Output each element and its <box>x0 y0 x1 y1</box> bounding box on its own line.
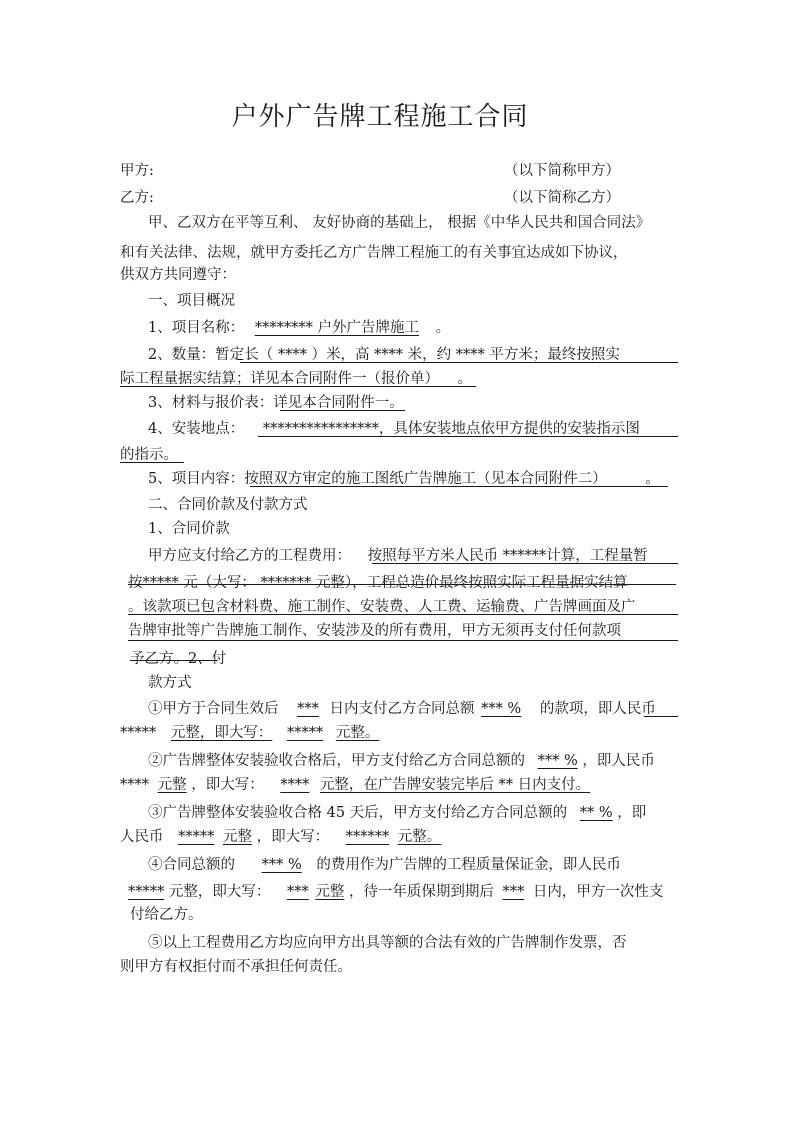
price-line-2: 按***** 元（大写： ******* 元整），工程总造价最终按照实际工程量据实结算 <box>128 575 628 591</box>
party-a-label: 甲方: <box>120 163 154 179</box>
payment-4-text-g: 日内，甲方一次性支 <box>532 884 664 900</box>
item-1-value: ******** 户外广告牌施工 <box>254 320 419 336</box>
payment-3-text-c: ，即 <box>617 805 647 821</box>
document-title: 户外广告牌工程施工合同 <box>231 102 529 132</box>
payment-2-line-1 <box>148 752 655 770</box>
price-line-3: 。该款项已包含材料费、施工制作、安装费、人工费、运输费、广告牌画面及广 <box>128 599 636 615</box>
item-5-text: 5、项目内容：按照双方审定的施工图纸广告牌施工（见本合同附件二） <box>148 471 607 487</box>
price-line-1b: 按照每平方米人民币 ******计算，工程量暂 <box>367 548 648 564</box>
payment-1-text-b: 元整，即大写： <box>170 725 273 741</box>
payment-3-text-a: ③广告牌整体安装验收合格 45 天后，甲方支付给乙方合同总额的 <box>148 805 568 821</box>
payment-5-line-2: 则甲方有权拒付而不承担任何责任。 <box>120 959 352 975</box>
party-a-note: （以下简称甲方） <box>504 163 620 179</box>
item-4-underline-1 <box>258 436 678 437</box>
payment-4-text-b: 元整，即大写： <box>168 884 271 900</box>
item-3: 3、材料与报价表：详见本合同附件一。 <box>148 395 404 411</box>
payment-2-percent: *** % <box>537 753 578 769</box>
payment-3-percent: ** % <box>579 805 613 821</box>
price-strike-5 <box>130 660 218 661</box>
payment-1-line-1 <box>148 700 656 718</box>
item-4-label: 4、安装地点： <box>148 421 245 437</box>
payment-4-amount: ***** <box>128 884 165 900</box>
price-line-4: 告牌审批等广告牌施工制作、安装涉及的所有费用，甲方无须再支付任何款项 <box>128 623 621 639</box>
payment-2-text-c: ，即人民币 <box>582 753 655 769</box>
intro-line-3: 供双方共同遵守： <box>120 267 236 283</box>
payment-2-text-e: 元整，在广告牌安装完毕后 ** 日内支付。 <box>319 777 591 793</box>
payment-3-capital: ****** <box>345 829 390 845</box>
payment-4-capital: *** <box>286 884 309 900</box>
payment-2-line-2 <box>120 776 590 794</box>
payment-4-text-d: 元整 <box>315 884 345 900</box>
payment-3-text-c2: 元整 <box>222 829 252 845</box>
payment-4-line-3: 付给乙方。 <box>130 907 203 923</box>
price-line-1a: 甲方应支付给乙方的工程费用： <box>148 548 351 564</box>
payment-3-line-2 <box>120 828 441 846</box>
payment-3-line-1 <box>148 804 646 822</box>
payment-4-text-e: ，待一年质保期到期后 <box>348 884 494 900</box>
payment-1-underline-end <box>644 716 678 717</box>
payment-3-text-d: ，即大写： <box>256 829 330 845</box>
item-4-line-2: 的指示。 <box>120 447 178 463</box>
payment-1-text-c: 日内支付乙方合同总额 <box>329 701 475 717</box>
payment-1-text-e: 的款项，即人民币 <box>539 701 656 717</box>
price-underline-4 <box>128 640 678 641</box>
payment-1-amount: ***** <box>120 725 157 741</box>
payment-2-text-a: ②广告牌整体安装验收合格后，甲方支付给乙方合同总额的 <box>148 753 525 769</box>
section-1-heading: 一、项目概况 <box>148 293 235 309</box>
item-2-line-2: 际工程量据实结算；详见本合同附件一（报价单） <box>120 371 439 387</box>
item-1 <box>148 319 450 337</box>
payment-3-text-f: 元整。 <box>397 829 442 845</box>
price-strike-2 <box>128 584 676 585</box>
item-2-underline-1 <box>240 362 678 363</box>
price-underline-1 <box>372 563 678 564</box>
item-2-underline-2 <box>120 386 476 387</box>
payment-1-line-2 <box>120 724 379 742</box>
item-1-end: 。 <box>435 320 451 336</box>
payment-1-text-d: 元整。 <box>335 725 380 741</box>
payment-5-line-1: ⑤以上工程费用乙方均应向甲方出具等额的合法有效的广告牌制作发票，否 <box>148 935 627 951</box>
payment-4-line-2 <box>128 883 663 901</box>
price-line-5: 予乙方。2、付 <box>130 651 227 667</box>
party-b-note: （以下简称乙方） <box>504 190 620 206</box>
payment-4-line-1 <box>148 856 621 874</box>
intro-line-1: 甲、乙双方在平等互利、 友好协商的基础上， 根据《中华人民共和国合同法》 <box>148 215 651 231</box>
payment-1-text-a: ①甲方于合同生效后 <box>148 701 279 717</box>
item-3-underline <box>280 410 405 411</box>
party-b-label: 乙方: <box>120 190 154 206</box>
item-4-underline-2 <box>120 462 184 463</box>
payment-4-text-a: ④合同总额的 <box>148 857 235 873</box>
item-2-end: 。 <box>457 371 473 387</box>
item-1-label: 1、项目名称： <box>148 320 245 336</box>
price-underline-3 <box>128 614 678 615</box>
payment-4-percent: *** % <box>261 857 302 873</box>
price-line-6: 款方式 <box>148 675 192 691</box>
payment-2-amount: **** <box>120 777 149 793</box>
item-5-underline <box>250 486 668 487</box>
payment-2-text-c2: ，即大写： <box>191 777 264 793</box>
payment-2-text-b: 元整 <box>157 777 187 793</box>
item-2-line-1: 2、数量：暂定长（ **** ）米，高 **** 米，约 **** 平方米；最终按照实 <box>148 347 620 363</box>
payment-3-text-a2: 人民币 <box>120 829 164 845</box>
item-4-value: ****************，具体安装地点依甲方提供的安装指示图 <box>262 421 640 437</box>
payment-1-percent: *** % <box>481 701 522 717</box>
payment-2-capital: **** <box>280 777 310 793</box>
subsection-1-heading: 1、合同价款 <box>148 521 230 537</box>
section-2-heading: 二、合同价款及付款方式 <box>148 497 308 513</box>
payment-1-days: *** <box>297 701 319 717</box>
payment-4-days: *** <box>502 884 525 900</box>
item-5-end: 。 <box>645 471 660 487</box>
payment-4-text-c: 的费用作为广告牌的工程质量保证金，即人民币 <box>316 857 621 873</box>
payment-3-amount: ***** <box>178 829 215 845</box>
payment-1-capital: ***** <box>286 725 324 741</box>
intro-line-2: 和有关法律、法规，就甲方委托乙方广告牌工程施工的有关事宜达成如下协议， <box>120 245 628 261</box>
